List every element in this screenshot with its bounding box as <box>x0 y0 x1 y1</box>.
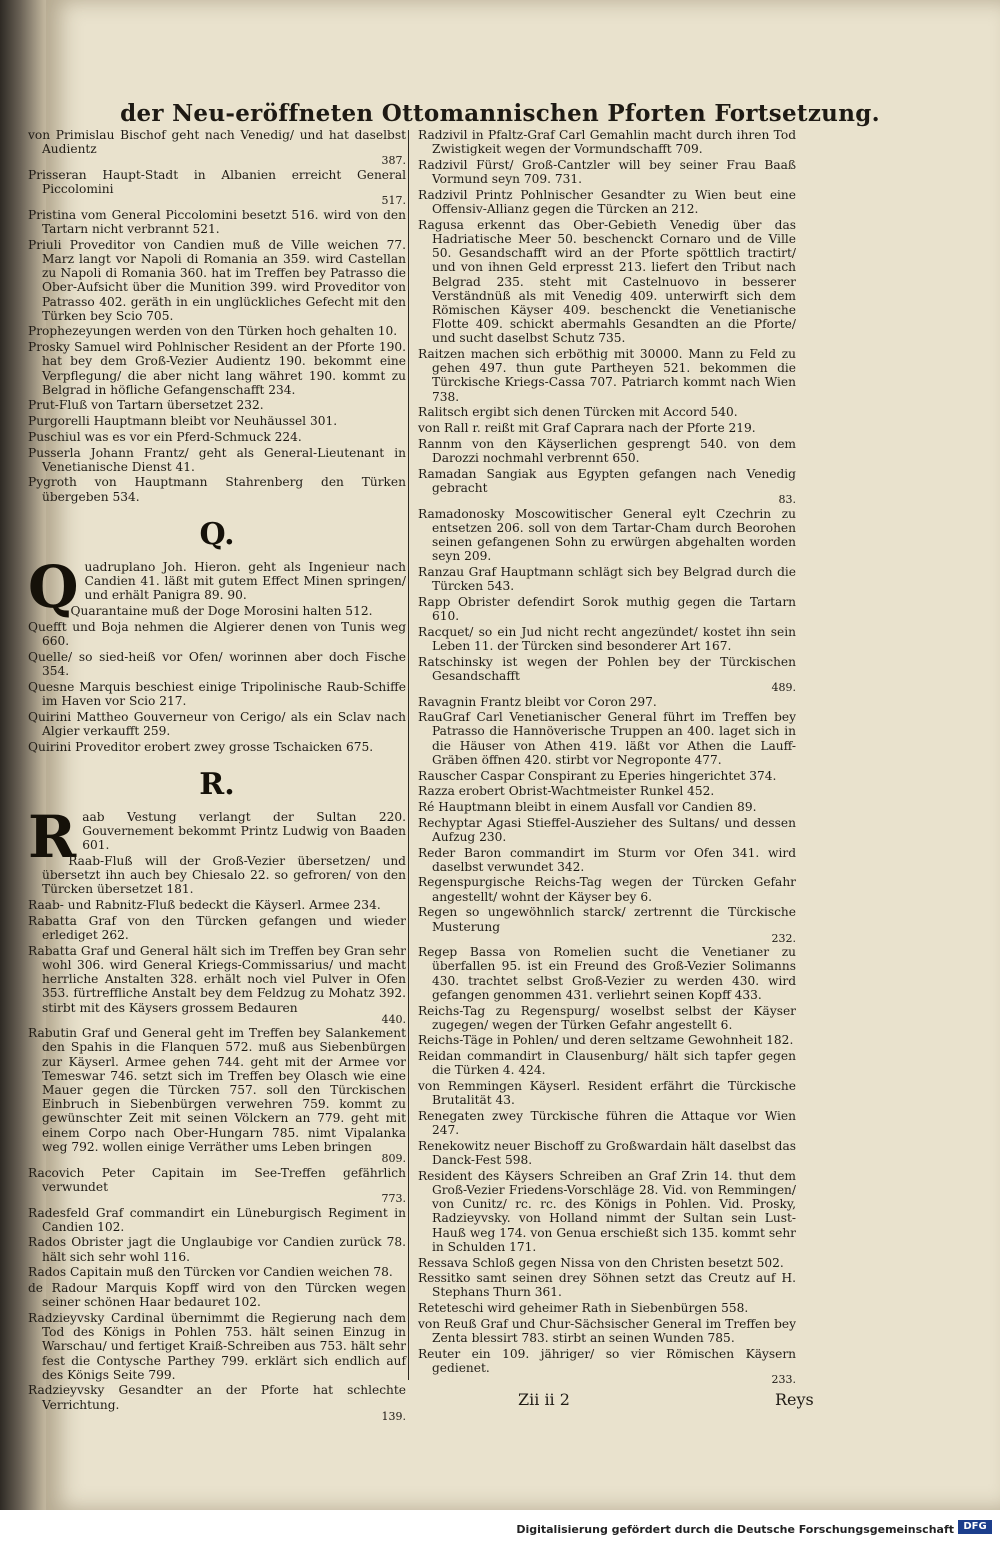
index-entry-text: Prut-Fluß von Tartarn übersetzet 232. <box>28 398 264 413</box>
index-entry-text: Quirini Proveditor erobert zwey grosse Tschaicken 675. <box>28 739 374 754</box>
index-entry-text: Radzivil Fürst/ Groß-Cantzler will bey seiner Frau Baaß Vormund seyn 709. 731. <box>418 157 796 187</box>
page-reference: 387. <box>381 154 406 168</box>
index-entry <box>28 680 406 708</box>
column-divider <box>408 130 409 1380</box>
index-entry-text: Ressava Schloß gegen Nissa von den Christen besetzt 502. <box>418 1255 784 1270</box>
dfg-logo: DFG <box>958 1520 992 1534</box>
index-entry-text: Quarantaine muß der Doge Morosini halten 512. <box>70 604 373 619</box>
index-entry <box>418 945 796 1002</box>
index-entry <box>418 1139 796 1167</box>
index-entry-text: Quesne Marquis beschiest einige Tripolinische Raub-Schiffe im Haven vor Scio 217. <box>28 679 406 708</box>
index-entry <box>28 1265 406 1279</box>
index-entry-text: Rabatta Graf und General hält sich im Treffen bey Gran sehr wohl 306. wird General Kriegs-Commissarius/ und macht herrliche Anstalten 328. erhält noch viel Pulver in Ofen 353. fürtreffliche Anstalt bey dem Feldzug zu Mohatz 392. stirbt mit des Käysers grossem Bedauren <box>28 943 406 1015</box>
index-entry-text: Rannm von den Käyserlichen gesprengt 540. von dem Darozzi nochmahl verbrennt 650. <box>418 436 796 465</box>
page-reference: 83. <box>778 493 796 507</box>
index-entry-text: Priuli Proveditor von Candien muß de Ville weichen 77. Marz langt vor Napoli di Romania an 359. wird Castellan zu Napoli di Romania 360. hat im Treffen bey Patrasso die Ober-Aufsicht über die Munition 399. wird Proveditor von Patrasso 402. geräth in ein unglückliches Gefecht mit den Türken bey Scio 705. <box>28 237 406 323</box>
index-entry-text: Radzieyvsky Cardinal übernimmt die Regierung nach dem Tod des Königs in Pohlen 753. hält seinen Einzug in Warschau/ und fertiget Kraiß-Schreiben aus 753. hält sehr fest die Contysche Parthey 799. erklärt sich endlich auf des Königs Seite 799. <box>28 1310 406 1382</box>
index-entry-text: Quefft und Boja nehmen die Algierer denen von Tunis weg 660. <box>28 619 406 649</box>
index-entry-text: Raab- und Rabnitz-Fluß bedeckt die Käyserl. Armee 234. <box>28 898 381 913</box>
index-entry <box>418 1301 796 1315</box>
right-column <box>418 128 796 1387</box>
page-reference: 489. <box>771 681 796 695</box>
index-entry-text: Reteteschi wird geheimer Rath in Siebenbürgen 558. <box>418 1301 749 1316</box>
page-reference: 440. <box>381 1012 406 1026</box>
index-entry-text: Reidan commandirt in Clausenburg/ hält sich tapfer gegen die Türken 4. 424. <box>418 1049 796 1078</box>
index-entry-text: Ranzau Graf Hauptmann schlägt sich bey Belgrad durch die Türcken 543. <box>418 564 796 594</box>
index-entry-text: Ramadonosky Moscowitischer General eylt Czechrin zu entsetzen 206. soll von dem Tartar-Cham durch Beorohen seinen gefangenen Sohn zu erwürgen abgehalten worden seyn 209. <box>418 506 796 564</box>
index-entry-text: Ressitko samt seinen drey Söhnen setzt das Creutz auf H. Stephans Thurn 361. <box>418 1271 796 1300</box>
index-entry-text: Regenspurgische Reichs-Tag wegen der Türcken Gefahr angestellt/ wohnt der Käyser bey 6. <box>418 875 796 904</box>
index-entry-text: Rabatta Graf von den Türcken gefangen und wieder erlediget 262. <box>28 913 406 943</box>
index-entry-text: Reder Baron commandirt im Sturm vor Ofen 341. wird daselbst verwundet 342. <box>418 845 796 874</box>
index-entry <box>418 467 796 505</box>
left-column <box>28 128 406 1423</box>
index-entry-text: Pristina vom General Piccolomini besetzt 516. wird von den Tartarn nicht verbrannt 521. <box>28 207 406 237</box>
index-entry <box>418 595 796 623</box>
entry-r-first <box>28 802 406 871</box>
index-entry-text: Rechyptar Agasi Stieffel-Auszieher des Sultans/ und dessen Aufzug 230. <box>418 815 796 844</box>
index-entry-text: von Primislau Bischof geht nach Venedig/ und hat daselbst Audientz <box>28 128 406 157</box>
index-entry-text: Renekowitz neuer Bischoff zu Großwardain hält daselbst das Danck-Fest 598. <box>418 1138 796 1168</box>
index-entry <box>28 898 406 912</box>
index-entry-text: Quirini Mattheo Gouverneur von Cerigo/ als ein Sclav nach Algier verkaufft 259. <box>28 709 406 738</box>
index-entry <box>418 816 796 844</box>
entries-q <box>28 604 406 754</box>
index-entry <box>418 875 796 903</box>
index-entry <box>28 446 406 474</box>
index-entry-text: Rados Obrister jagt die Unglaubige vor Candien zurück 78. hält sich sehr wohl 116. <box>28 1235 406 1264</box>
index-entry <box>418 1256 796 1270</box>
index-entry-text: Radzivil in Pfaltz-Graf Carl Gemahlin macht durch ihren Tod Zwistigkeit wegen der Vormundschafft 709. <box>418 128 796 157</box>
index-entry <box>28 340 406 397</box>
index-entry <box>418 905 796 943</box>
index-entry <box>28 475 406 503</box>
index-entry <box>28 1383 406 1421</box>
index-entry <box>28 430 406 444</box>
index-entry <box>28 1311 406 1382</box>
catchword: Reys <box>775 1390 814 1409</box>
index-entry-text: de Radour Marquis Kopff wird von den Türcken wegen seiner schönen Haar bedauret 102. <box>28 1281 406 1310</box>
index-entry <box>418 1079 796 1107</box>
index-entry <box>28 1206 406 1234</box>
index-entry <box>418 158 796 186</box>
index-entry-text: Puschiul was es vor ein Pferd-Schmuck 224. <box>28 429 302 444</box>
index-entry-text: Raitzen machen sich erböthig mit 30000. Mann zu Feld zu gehen 497. thun gute Partheyen 521. bekommen die Türckische Kriegs-Cassa 707. Patriarch kommt nach Wien 738. <box>418 347 796 404</box>
index-entry <box>418 188 796 216</box>
index-entry <box>28 208 406 236</box>
page-reference: 139. <box>381 1409 406 1423</box>
index-entry-text: Ralitsch ergibt sich denen Türcken mit Accord 540. <box>418 405 738 420</box>
index-entry <box>28 650 406 678</box>
index-entry <box>28 128 406 166</box>
index-entry <box>418 1049 796 1077</box>
index-entry <box>418 655 796 693</box>
index-entry-text: Renegaten zwey Türckische führen die Attaque vor Wien 247. <box>418 1109 796 1138</box>
index-entry-text: Ramadan Sangiak aus Egypten gefangen nach Venedig gebracht <box>418 466 796 495</box>
index-entry <box>418 218 796 346</box>
index-entry-text: Raab-Fluß will der Groß-Vezier übersetzen/ und übersetzt ihn auch bey Chiesalo 22. so gefroren/ von den Türcken übersetzet 181. <box>42 854 406 897</box>
index-entry <box>28 604 406 618</box>
index-entry <box>418 347 796 404</box>
index-entry <box>418 128 796 156</box>
index-entry-text: Quelle/ so sied-heiß vor Ofen/ worinnen aber doch Fische 354. <box>28 649 406 678</box>
section-letter-r: R. <box>199 766 235 802</box>
index-entry-text: von Remmingen Käyserl. Resident erfährt die Türckische Brutalität 43. <box>418 1079 796 1108</box>
index-entry-text: Purgorelli Hauptmann bleibt vor Neuhäussel 301. <box>28 414 338 429</box>
page-reference: 232. <box>771 931 796 945</box>
page-reference: 233. <box>771 1373 796 1387</box>
index-entry <box>28 854 406 897</box>
index-entry <box>418 695 796 709</box>
index-entry-text: von Rall r. reißt mit Graf Caprara nach der Pforte 219. <box>418 421 756 436</box>
index-entry <box>418 625 796 653</box>
index-entry <box>28 168 406 206</box>
index-entry <box>28 914 406 942</box>
index-entry-text: Ravagnin Frantz bleibt vor Coron 297. <box>418 694 657 709</box>
index-entry-text: Ragusa erkennt das Ober-Gebieth Venedig über das Hadriatische Meer 50. beschenckt Cornaro und de Ville 50. Gesandschafft wird an der Pforte spöttlich tractirt/ und von ihnen Geld erpresst 213. liefert den Tribut nach Belgrad 235. steht mit Castelnuovo in besserer Verständnüß als mit Venedig 409. unterwirft sich dem Römischen Käyser 409. beschenckt die Venetianische Flotte 409. schickt abermahls Gesandten an die Pforte/ und sucht daselbst Schutz 735. <box>418 217 796 346</box>
index-entry <box>418 784 796 798</box>
index-entry-text: Regen so ungewöhnlich starck/ zertrennt die Türckische Musterung <box>418 905 796 934</box>
index-entry <box>28 1026 406 1164</box>
index-entry-text: Radzivil Printz Pohlnischer Gesandter zu Wien beut eine Offensiv-Allianz gegen die Türcken an 212. <box>418 187 796 217</box>
index-entry-text: Racovich Peter Capitain im See-Treffen gefährlich verwundet <box>28 1165 406 1194</box>
index-entry-text: Prosky Samuel wird Pohlnischer Resident an der Pforte 190. hat bey dem Groß-Vezier Audientz 190. bekommt eine Verpflegung/ die aber nicht lang währet 190. kommt zu Belgrad in höfliche Gefangenschafft 234. <box>28 340 406 397</box>
index-entry <box>418 1347 796 1385</box>
index-entry-text: Racquet/ so ein Jud nicht recht angezündet/ kostet ihn sein Leben 11. der Türcken sind besonderer Art 167. <box>418 624 796 653</box>
index-entry-text: Rados Capitain muß den Türcken vor Candien weichen 78. <box>28 1265 393 1280</box>
index-entry <box>28 740 406 754</box>
digitization-note: Digitalisierung gefördert durch die Deutsche Forschungsgemeinschaft <box>516 1523 954 1536</box>
drop-cap-r: R <box>28 802 77 871</box>
index-entry-text: Regep Bassa von Romelien sucht die Venetianer zu überfallen 95. ist ein Freund des Groß-Vezier Solimanns 430. trachtet selbst Groß-Vezier zu werden 430. wird gefangen genommen 431. verliehrt seinen Kopff 433. <box>418 945 796 1002</box>
page-reference: 517. <box>381 194 406 208</box>
running-head: der Neu-eröffneten Ottomannischen Pforten Fortsetzung. <box>120 100 880 127</box>
index-entry <box>28 1281 406 1309</box>
entries-p <box>28 128 406 504</box>
index-entry <box>418 1271 796 1299</box>
index-entry <box>418 800 796 814</box>
entry-q-first-text: uadruplano Joh. Hieron. geht als Ingenieur nach Candien 41. läßt mit gutem Effect Minen springen/ und erhält Panigra 89. 90. <box>84 560 406 603</box>
index-entry <box>418 405 796 419</box>
index-entry-text: Radzieyvsky Gesandter an der Pforte hat schlechte Verrichtung. <box>28 1383 406 1412</box>
signature-mark: Zii ii 2 <box>518 1390 570 1409</box>
index-entry <box>418 846 796 874</box>
index-entry <box>418 1004 796 1032</box>
index-entry <box>28 1166 406 1204</box>
index-entry-text: Ratschinsky ist wegen der Pohlen bey der Türckischen Gesandschafft <box>418 654 796 683</box>
entries-right <box>418 128 796 1385</box>
index-entry <box>28 414 406 428</box>
index-entry-text: Rabutin Graf und General geht im Treffen bey Salankement den Spahis in die Flanquen 572. muß aus Siebenbürgen zur Käyserl. Armee gehen 744. geht mit der Armee vor Temeswar 746. setzt sich im Treffen bey Olasch wie eine Mauer gegen die Türcken 757. soll den Türckischen Einbruch in Siebenbürgen verwehren 759. kommt zu gewünschter Zeit mit seinen Völckern an 779. geht mit einem Corpo nach Ober-Hungarn 785. nimt Vipalanka weg 792. wollen einige Verräther ums Leben bringen <box>28 1026 406 1154</box>
index-entry <box>28 238 406 323</box>
index-entry <box>28 620 406 648</box>
index-entry <box>28 944 406 1025</box>
index-entry <box>418 507 796 564</box>
section-letter-q: Q. <box>199 516 235 552</box>
index-entry <box>418 565 796 593</box>
index-entry-text: Rapp Obrister defendirt Sorok muthig gegen die Tartarn 610. <box>418 594 796 623</box>
index-entry-text: Prisseran Haupt-Stadt in Albanien erreicht General Piccolomini <box>28 167 406 197</box>
index-entry <box>28 710 406 738</box>
index-entry <box>418 1169 796 1254</box>
index-entry <box>418 437 796 465</box>
index-entry-text: Razza erobert Obrist-Wachtmeister Runkel 452. <box>418 784 715 799</box>
index-entry <box>418 1317 796 1345</box>
index-entry <box>28 1235 406 1263</box>
entries-r <box>28 854 406 1422</box>
index-entry <box>28 398 406 412</box>
index-entry-text: Pygroth von Hauptmann Stahrenberg den Türken übergeben 534. <box>28 475 406 504</box>
index-entry-text: RauGraf Carl Venetianischer General führt im Treffen bey Patrasso die Hannöverische Truppen an 400. laget sich in die Häuser von Athen 419. läßt vor Athen die Lauff-Gräben öffnen 420. stirbt vor Negroponte 477. <box>418 710 796 767</box>
page-reference: 773. <box>381 1192 406 1205</box>
index-entry-text: Reichs-Täge in Pohlen/ und deren seltzame Gewohnheit 182. <box>418 1033 794 1048</box>
index-entry-text: Ré Hauptmann bleibt in einem Ausfall vor Candien 89. <box>418 799 757 814</box>
index-entry-text: Resident des Käysers Schreiben an Graf Zrin 14. thut dem Groß-Vezier Friedens-Vorschläge 28. Vid. von Remmingen/ von Cunitz/ rc. rc. des Königs in Pohlen. Vid. Prosky, Radzieyvsky. von Holland nimmt der Sultan sein Lust-Hauß weg 174. von Genua erschießt sich 135. kommt sehr in Schulden 171. <box>418 1168 796 1254</box>
index-entry-text: Rauscher Caspar Conspirant zu Eperies hingerichtet 374. <box>418 768 777 783</box>
index-entry <box>418 1033 796 1047</box>
index-entry-text: Prophezeyungen werden von den Türken hoch gehalten 10. <box>28 324 398 339</box>
index-entry <box>418 769 796 783</box>
index-entry <box>418 710 796 767</box>
index-entry <box>418 1109 796 1137</box>
index-entry-text: Pusserla Johann Frantz/ geht als General-Lieutenant in Venetianische Dienst 41. <box>28 445 406 474</box>
index-entry <box>418 421 796 435</box>
page-reference: 809. <box>381 1152 406 1166</box>
index-entry-text: von Reuß Graf und Chur-Sächsischer General im Treffen bey Zenta blessirt 783. stirbt an seinen Wunden 785. <box>418 1316 796 1346</box>
drop-cap-q: Q <box>28 553 79 622</box>
index-entry <box>28 324 406 338</box>
index-entry-text: Radesfeld Graf commandirt ein Lüneburgisch Regiment in Candien 102. <box>28 1205 406 1234</box>
entry-r-first-text: aab Vestung verlangt der Sultan 220. Gouvernement bekommt Printz Ludwig von Baaden 601. <box>82 809 406 853</box>
index-entry-text: Reichs-Tag zu Regenspurg/ woselbst selbst der Käyser zugegen/ wegen der Türken Gefahr angestellt 6. <box>418 1003 796 1032</box>
index-entry-text: Reuter ein 109. jähriger/ so vier Römischen Käysern gedienet. <box>418 1346 796 1375</box>
